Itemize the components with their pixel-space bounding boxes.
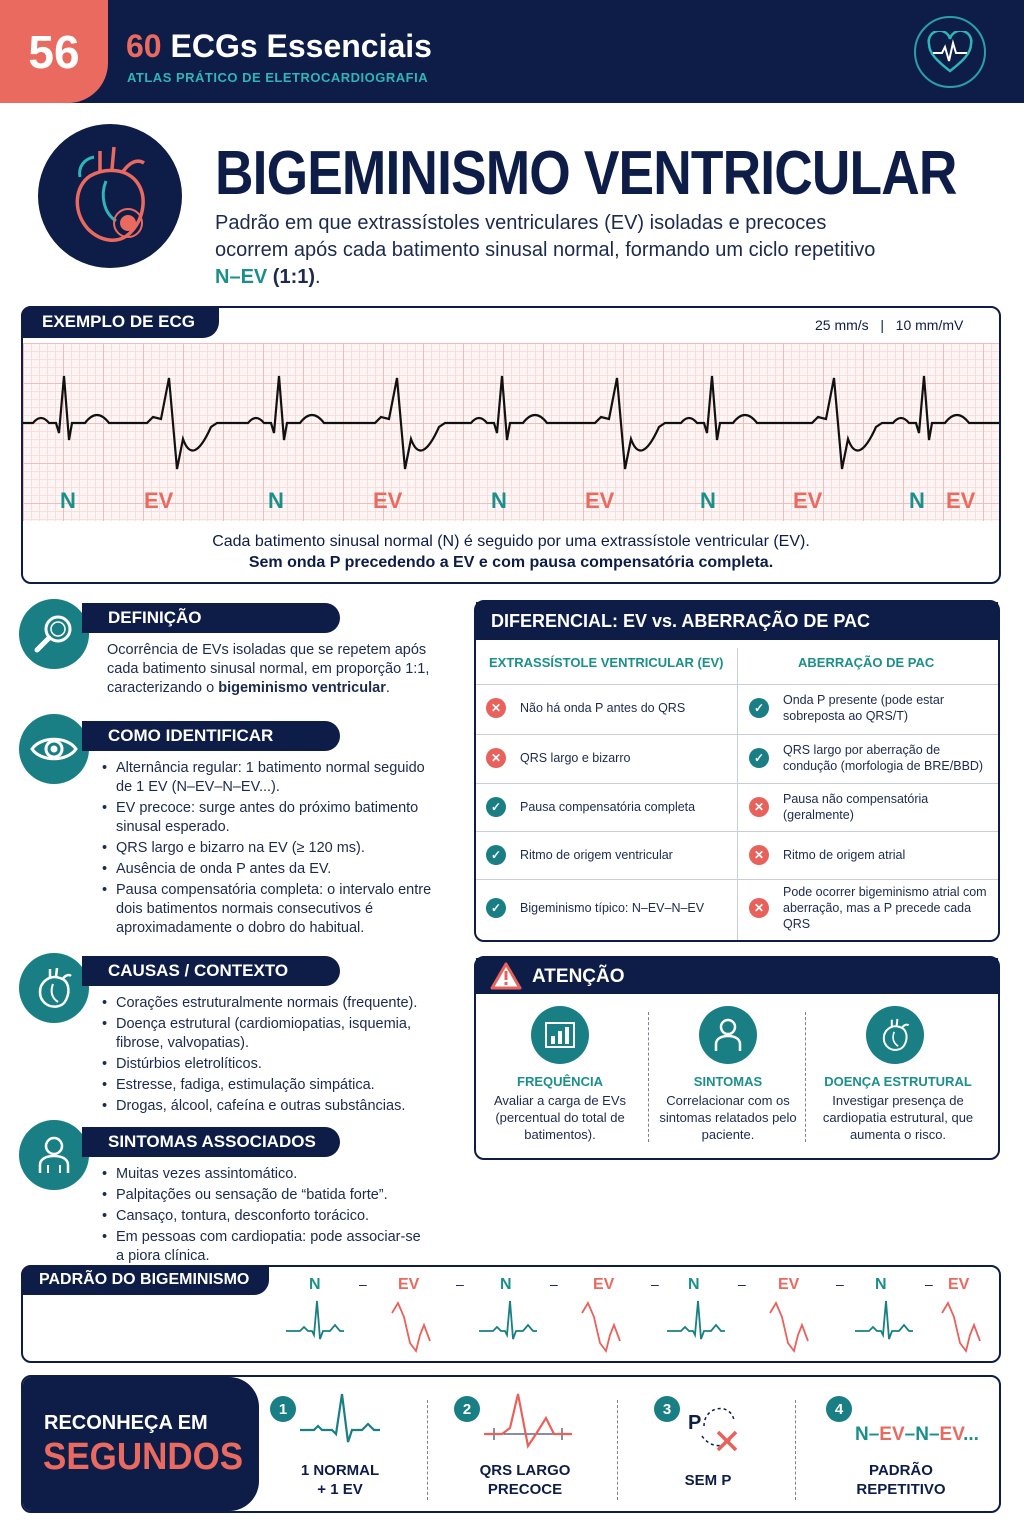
attention-item-title: SINTOMAS — [693, 1074, 763, 1089]
cross-icon: ✕ — [749, 898, 769, 918]
divider — [648, 1012, 649, 1142]
causas-list — [102, 994, 442, 1118]
divider — [805, 1012, 806, 1142]
column-divider — [737, 648, 738, 940]
pattern-dash: – — [359, 1276, 367, 1292]
ecg-example-tag: EXEMPLO DE ECG — [21, 306, 219, 338]
table-cell: ✓ Onda P presente (pode estar sobreposta ao QRS/T) — [749, 684, 991, 732]
table-cell: ✕ QRS largo e bizarro — [486, 734, 726, 782]
recognize-line1: RECONHEÇA EM — [44, 1412, 208, 1434]
ecg-beat-label: EV — [144, 488, 174, 513]
book-title: 60 ECGs Essenciais — [126, 28, 432, 64]
ecg-beat-label: EV — [946, 488, 976, 513]
table-cell: ✕ Pausa não compensatória (geralmente) — [749, 783, 991, 831]
pattern-label: N — [875, 1276, 887, 1293]
step-text: QRS LARGO PRECOCE — [479, 1462, 571, 1498]
column-header-ev: EXTRASSÍSTOLE VENTRICULAR (EV) — [489, 655, 724, 670]
section-title-causas: CAUSAS / CONTEXTO — [82, 956, 340, 986]
pattern-dash: – — [550, 1276, 558, 1292]
ev-beat-wave — [582, 1303, 620, 1351]
attention-item-text: Investigar presença de cardiopatia estrutural, que aumenta o risco. — [822, 1093, 974, 1142]
pattern-dash: – — [836, 1276, 844, 1292]
ecg-beat-label: N — [268, 488, 284, 513]
cross-icon: ✕ — [749, 845, 769, 865]
list-item: • Em pessoas com cardiopatia: pode associar-se a piora clínica. — [102, 1228, 432, 1266]
attention-title: ATENÇÃO — [532, 966, 625, 987]
ecg-calibration: 25 mm/s | 10 mm/mV — [815, 317, 964, 333]
normal-beat-wave — [855, 1301, 913, 1339]
page-title: BIGEMINISMO VENTRICULAR — [215, 139, 957, 208]
eye-icon — [19, 714, 89, 784]
list-item: • Palpitações ou sensação de “batida forte”. — [102, 1186, 432, 1205]
ev-beat-wave — [942, 1303, 980, 1351]
ecg-caption: Cada batimento sinusal normal (N) é seguido por uma extrassístole ventricular (EV). — [212, 533, 810, 550]
attention-item-text: Correlacionar com os sintomas relatados pelo paciente. — [659, 1093, 797, 1142]
book-subtitle: ATLAS PRÁTICO DE ELETROCARDIOGRAFIA — [127, 70, 429, 85]
section-title-identificar: COMO IDENTIFICAR — [82, 721, 340, 751]
table-cell: ✕ Ritmo de origem atrial — [749, 831, 991, 879]
person-icon — [699, 1006, 757, 1064]
pattern-label: N — [309, 1276, 321, 1293]
list-item: • Alternância regular: 1 batimento normal seguido de 1 EV (N–EV–N–EV...). — [102, 759, 442, 797]
list-item: • Muitas vezes assintomático. — [102, 1165, 432, 1184]
step-number: 2 — [454, 1396, 480, 1422]
section-title-sintomas: SINTOMAS ASSOCIADOS — [82, 1127, 340, 1157]
table-cell: ✕ Não há onda P antes do QRS — [486, 684, 726, 732]
ecg-beat-label: N — [700, 488, 716, 513]
heart-icon — [866, 1006, 924, 1064]
step-text: 1 NORMAL + 1 EV — [300, 1462, 380, 1498]
check-icon: ✓ — [749, 698, 769, 718]
ecg-beat-label: N — [60, 488, 76, 513]
list-item: • Cansaço, tontura, desconforto torácico. — [102, 1207, 432, 1226]
recognize-line2: SEGUNDOS — [43, 1436, 244, 1478]
identificar-list — [102, 759, 442, 940]
normal-beat-wave — [667, 1301, 725, 1339]
table-cell: ✕ Pode ocorrer bigeminismo atrial com aberração, mas a P precede cada QRS — [749, 879, 991, 937]
p-wave-glyph: P — [688, 1412, 702, 1434]
list-item: • Distúrbios eletrolíticos. — [102, 1055, 442, 1074]
check-icon: ✓ — [486, 797, 506, 817]
divider — [617, 1400, 618, 1500]
list-item: • Corações estruturalmente normais (frequente). — [102, 994, 442, 1013]
pattern-label: N — [688, 1276, 700, 1293]
heart-ecg-icon — [914, 16, 986, 88]
pattern-dash: – — [456, 1276, 464, 1292]
pattern-label: N — [500, 1276, 512, 1293]
table-cell: ✓ Bigeminismo típico: N–EV–N–EV — [486, 879, 726, 937]
step-number: 3 — [654, 1396, 680, 1422]
ev-beat-wave — [392, 1303, 430, 1351]
ecg-beat-label: EV — [585, 488, 615, 513]
pattern-label: EV — [948, 1276, 970, 1293]
step-number: 1 — [270, 1396, 296, 1422]
warning-icon — [490, 962, 522, 995]
person-icon — [19, 1120, 89, 1190]
differential-title: DIFERENCIAL: EV vs. ABERRAÇÃO DE PAC — [476, 602, 998, 640]
intro-text: Padrão em que extrassístoles ventriculares (EV) isoladas e precoces ocorrem após cada batimento sinusal normal, formando um ciclo repetitivo N–EV (1:1). — [215, 212, 876, 288]
check-icon: ✓ — [486, 845, 506, 865]
ecg-caption-bold: Sem onda P precedendo a EV e com pausa compensatória completa. — [248, 554, 774, 571]
ecg-beat-label: N — [909, 488, 925, 513]
check-icon: ✓ — [749, 748, 769, 768]
list-item: • EV precoce: surge antes do próximo batimento sinusal esperado. — [102, 799, 442, 837]
cross-icon: ✕ — [486, 698, 506, 718]
magnifier-icon — [19, 599, 89, 669]
cross-icon: ✕ — [486, 748, 506, 768]
list-item: • Drogas, álcool, cafeína e outras substâncias. — [102, 1097, 442, 1116]
divider — [795, 1400, 796, 1500]
check-icon: ✓ — [486, 898, 506, 918]
page-number: 56 — [0, 0, 108, 103]
attention-item-title: DOENÇA ESTRUTURAL — [824, 1074, 972, 1089]
sintomas-list — [102, 1165, 432, 1268]
ecg-beat-label: EV — [373, 488, 403, 513]
list-item: • Estresse, fadiga, estimulação simpática. — [102, 1076, 442, 1095]
step-text: PADRÃO REPETITIVO — [856, 1462, 946, 1498]
list-item: • Doença estrutural (cardiomiopatias, isquemia, fibrose, valvopatias). — [102, 1015, 442, 1053]
ev-beat-wave — [770, 1303, 808, 1351]
table-cell: ✓ Ritmo de origem ventricular — [486, 831, 726, 879]
normal-beat-wave — [479, 1301, 537, 1339]
step-text: SEM P — [684, 1472, 732, 1489]
ecg-beat-label: N — [491, 488, 507, 513]
step-number: 4 — [826, 1396, 852, 1422]
normal-beat-wave — [286, 1301, 344, 1339]
divider — [427, 1400, 428, 1500]
normal-beat-icon — [300, 1390, 380, 1450]
wide-qrs-icon — [480, 1388, 576, 1452]
pattern-label: EV — [778, 1276, 800, 1293]
table-cell: ✓ Pausa compensatória completa — [486, 783, 726, 831]
section-title-definicao: DEFINIÇÃO — [82, 603, 340, 633]
anatomical-heart-icon — [38, 124, 182, 268]
attention-item-title: FREQUÊNCIA — [517, 1074, 603, 1089]
heart-icon — [19, 953, 89, 1023]
definicao-text: Ocorrência de EVs isoladas que se repetem após cada batimento sinusal normal, em proporção 1:1, caracterizando o bigeminismo ventricular. — [107, 642, 430, 696]
list-item: • Ausência de onda P antes da EV. — [102, 860, 442, 879]
pattern-dash: – — [925, 1276, 933, 1292]
pattern-label: EV — [593, 1276, 615, 1293]
attention-item-text: Avaliar a carga de EVs (percentual do total de batimentos). — [494, 1093, 626, 1142]
pattern-title: PADRÃO DO BIGEMINISMO — [21, 1265, 269, 1295]
pattern-dash: – — [738, 1276, 746, 1292]
column-header-pac: ABERRAÇÃO DE PAC — [798, 655, 935, 670]
no-p-wave-icon — [690, 1396, 746, 1458]
table-cell: ✓ QRS largo por aberração de condução (morfologia de BRE/BBD) — [749, 734, 991, 782]
list-item: • Pausa compensatória completa: o intervalo entre dois batimentos normais consecutivos é aproximadamente o dobro do habitual. — [102, 881, 442, 938]
pattern-waves — [270, 1295, 1000, 1357]
list-item: • QRS largo e bizarro na EV (≥ 120 ms). — [102, 839, 442, 858]
ecg-beat-label: EV — [793, 488, 823, 513]
bar-chart-icon — [531, 1006, 589, 1064]
pattern-dash: – — [651, 1276, 659, 1292]
sequence-text: N–EV–N–EV... — [855, 1424, 979, 1445]
cross-icon: ✕ — [749, 797, 769, 817]
pattern-label: EV — [398, 1276, 420, 1293]
